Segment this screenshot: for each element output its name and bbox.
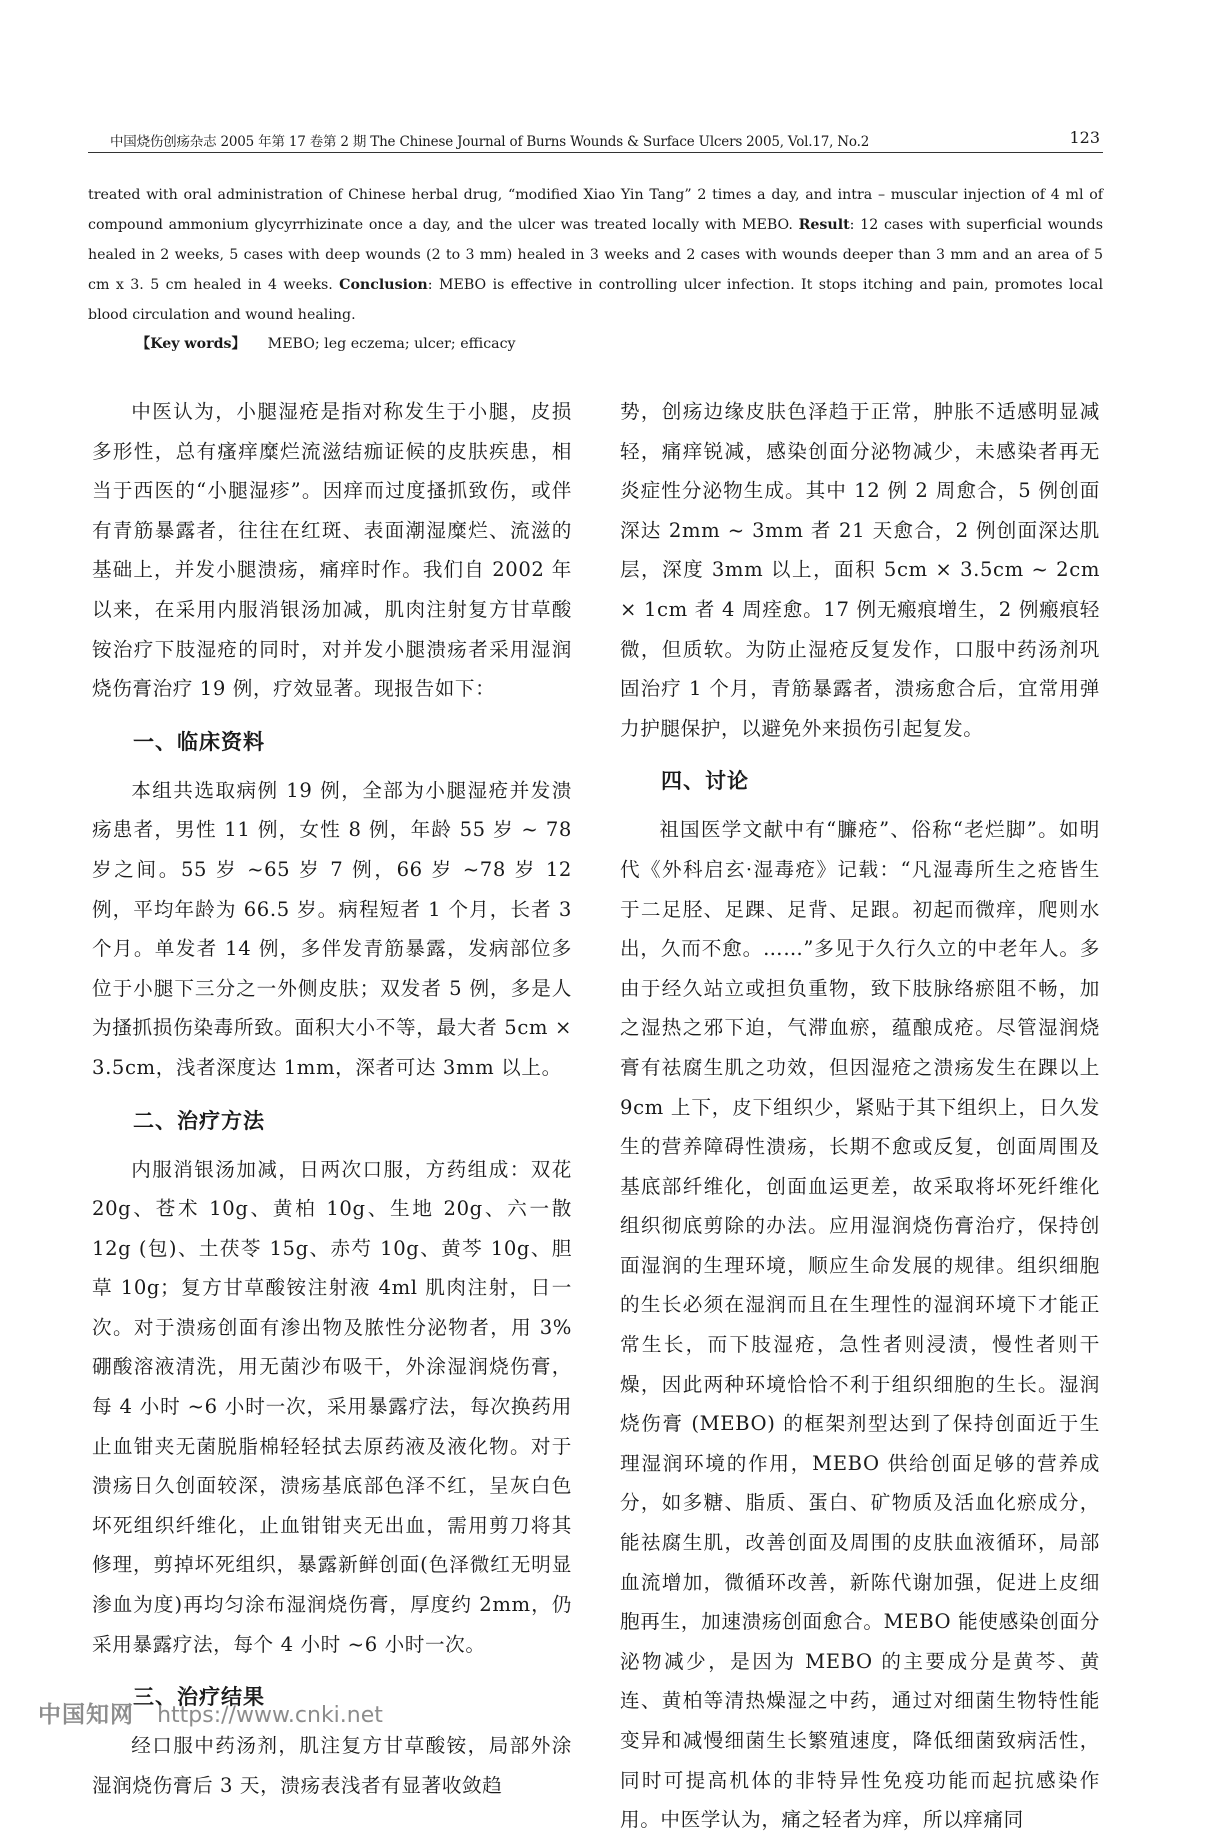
abstract-conclusion-text: : MEBO is effective in controlling ulcer infection. It stops itching and pain, promotes local blood circulation and wound healing. <box>88 277 1104 323</box>
section-heading-discussion: 四、讨论 <box>661 769 749 794</box>
treatment-results-paragraph: 经口服中药汤剂，肌注复方甘草酸铵，局部外涂湿润烧伤膏后 3 天，溃疡表浅者有显著收敛趋 <box>92 1734 572 1797</box>
clinical-data-paragraph: 本组共选取病例 19 例，全部为小腿湿疮并发溃疡患者，男性 11 例，女性 8 例，年龄 55 岁 ~ 78 岁之间。55 岁 ~65 岁 7 例，66 岁 ~78 岁 12 例，平均年龄为 66.5 岁。病程短者 1 个月，长者 3 个月。单发者 14 例，多伴发青筋暴露，发病部位多位于小腿下三分之一外侧皮肤；双发者 5 例，多是人为搔抓损伤染毒所致。面积大小不等，最大者 5cm × 3.5cm，浅者深度达 1mm，深者可达 3mm 以上。 <box>92 778 572 1079</box>
cnki-watermark <box>38 1696 383 1732</box>
english-abstract <box>88 180 1103 330</box>
running-header <box>110 128 1100 152</box>
header-rule <box>88 152 1103 153</box>
keywords-text: MEBO; leg eczema; ulcer; efficacy <box>267 336 516 352</box>
abstract-result-text: : 12 cases with superficial wounds healed in 2 weeks, 5 cases with deep wounds (2 to 3 mm) healed in 3 weeks and 2 cases with wounds deeper than 3 mm and an area of 5 cm x 3. 5 cm healed in 4 weeks. <box>88 217 1103 293</box>
right-column <box>620 392 1100 1840</box>
journal-title: 中国烧伤创疡杂志 2005 年第 17 卷第 2 期 The Chinese Journal of Burns Wounds & Surface Ulcers 2005, Vol.17, No.2 <box>110 134 870 150</box>
conclusion-label: Conclusion <box>339 277 428 293</box>
cnki-url: https://www.cnki.net <box>157 1703 383 1728</box>
treatment-results-continued: 势，创疡边缘皮肤色泽趋于正常，肿胀不适感明显减轻，痛痒锐减，感染创面分泌物减少，未感染者再无炎症性分泌物生成。其中 12 例 2 周愈合，5 例创面深达 2mm ~ 3mm 者 21 天愈合，2 例创面深达肌层，深度 3mm 以上，面积 5cm × 3.5cm ~ 2cm × 1cm 者 4 周痊愈。17 例无瘢痕增生，2 例瘢痕轻微，但质软。为防止湿疮反复发作，口服中药汤剂巩固治疗 1 个月，青筋暴露者，溃疡愈合后，宜常用弹力护腿保护，以避免外来损伤引起复发。 <box>620 400 1100 740</box>
section-heading-clinical-data: 一、临床资料 <box>133 729 265 754</box>
intro-paragraph: 中医认为，小腿湿疮是指对称发生于小腿，皮损多形性，总有瘙痒糜烂流滋结痂证候的皮肤疾患，相当于西医的“小腿湿疹”。因痒而过度搔抓致伤，或伴有青筋暴露者，往往在红斑、表面潮湿糜烂、流滋的基础上，并发小腿溃疡，痛痒时作。我们自 2002 年以来，在采用内服消银汤加减，肌肉注射复方甘草酸铵治疗下肢湿疮的同时，对并发小腿溃疡者采用湿润烧伤膏治疗 19 例，疗效显著。现报告如下： <box>92 400 572 701</box>
page-number: 123 <box>1069 128 1100 147</box>
abstract-methods-text: treated with oral administration of Chinese herbal drug, “modified Xiao Yin Tang” 2 times a day, and intra – muscular injection of 4 ml of compound ammonium glycyrrhizinate once a day, and the ulcer was treated locally with MEBO. <box>88 187 1103 233</box>
section-heading-treatment-method: 二、治疗方法 <box>133 1108 265 1133</box>
left-column <box>92 392 572 1805</box>
discussion-paragraph: 祖国医学文献中有“臁疮”、俗称“老烂脚”。如明代《外科启玄·湿毒疮》记载：“凡湿毒所生之疮皆生于二足胫、足踝、足背、足跟。初起而微痒，爬则水出，久而不愈。……”多见于久行久立的中老年人。多由于经久站立或担负重物，致下肢脉络瘀阻不畅，加之湿热之邪下迫，气滞血瘀，蕴酿成疮。尽管湿润烧膏有祛腐生肌之功效，但因湿疮之溃疡发生在踝以上 9cm 上下，皮下组织少，紧贴于其下组织上，日久发生的营养障碍性溃疡，长期不愈或反复，创面周围及基底部纤维化，创面血运更差，故采取将坏死纤维化组织彻底剪除的办法。应用湿润烧伤膏治疗，保持创面湿润的生理环境，顺应生命发展的规律。组织细胞的生长必须在湿润而且在生理性的湿润环境下才能正常生长，而下肢湿疮，急性者则浸渍，慢性者则干燥，因此两种环境恰恰不利于组织细胞的生长。湿润烧伤膏 (MEBO) 的框架剂型达到了保持创面近于生理湿润环境的作用，MEBO 供给创面足够的营养成分，如多糖、脂质、蛋白、矿物质及活血化瘀成分，能祛腐生肌，改善创面及周围的皮肤血液循环，局部血流增加，微循环改善，新陈代谢加强，促进上皮细胞再生，加速溃疡创面愈合。MEBO 能使感染创面分泌物减少，是因为 MEBO 的主要成分是黄芩、黄连、黄柏等清热燥湿之中药，通过对细菌生物特性能变异和减慢细菌生长繁殖速度，降低细菌致病活性，同时可提高机体的非特异性免疫功能而起抗感染作用。中医学认为，痛之轻者为痒，所以痒痛同 <box>620 818 1100 1832</box>
treatment-method-paragraph: 内服消银汤加减，日两次口服，方药组成：双花 20g、苍术 10g、黄柏 10g、生地 20g、六一散 12g (包)、土茯苓 15g、赤芍 10g、黄芩 10g、胆草 10g；复方甘草酸铵注射液 4ml 肌肉注射，日一次。对于溃疡创面有渗出物及脓性分泌物者，用 3% 硼酸溶液清洗，用无菌沙布吸干，外涂湿润烧伤膏，每 4 小时 ~6 小时一次，采用暴露疗法，每次换药用止血钳夹无菌脱脂棉轻轻拭去原药液及液化物。对于溃疡日久创面较深，溃疡基底部色泽不红，呈灰白色坏死组织纤维化，止血钳钳夹无出血，需用剪刀将其修理，剪掉坏死组织，暴露新鲜创面(色泽微红无明显渗血为度)再均匀涂布湿润烧伤膏，厚度约 2mm，仍采用暴露疗法，每个 4 小时 ~6 小时一次。 <box>92 1157 572 1656</box>
keywords <box>136 333 516 353</box>
keywords-label: 【Key words】 <box>136 336 246 352</box>
result-label: Result <box>798 217 850 233</box>
section-heading-treatment-results: 三、治疗结果 <box>133 1685 265 1710</box>
cnki-logo: 中国知网 <box>38 1702 134 1728</box>
